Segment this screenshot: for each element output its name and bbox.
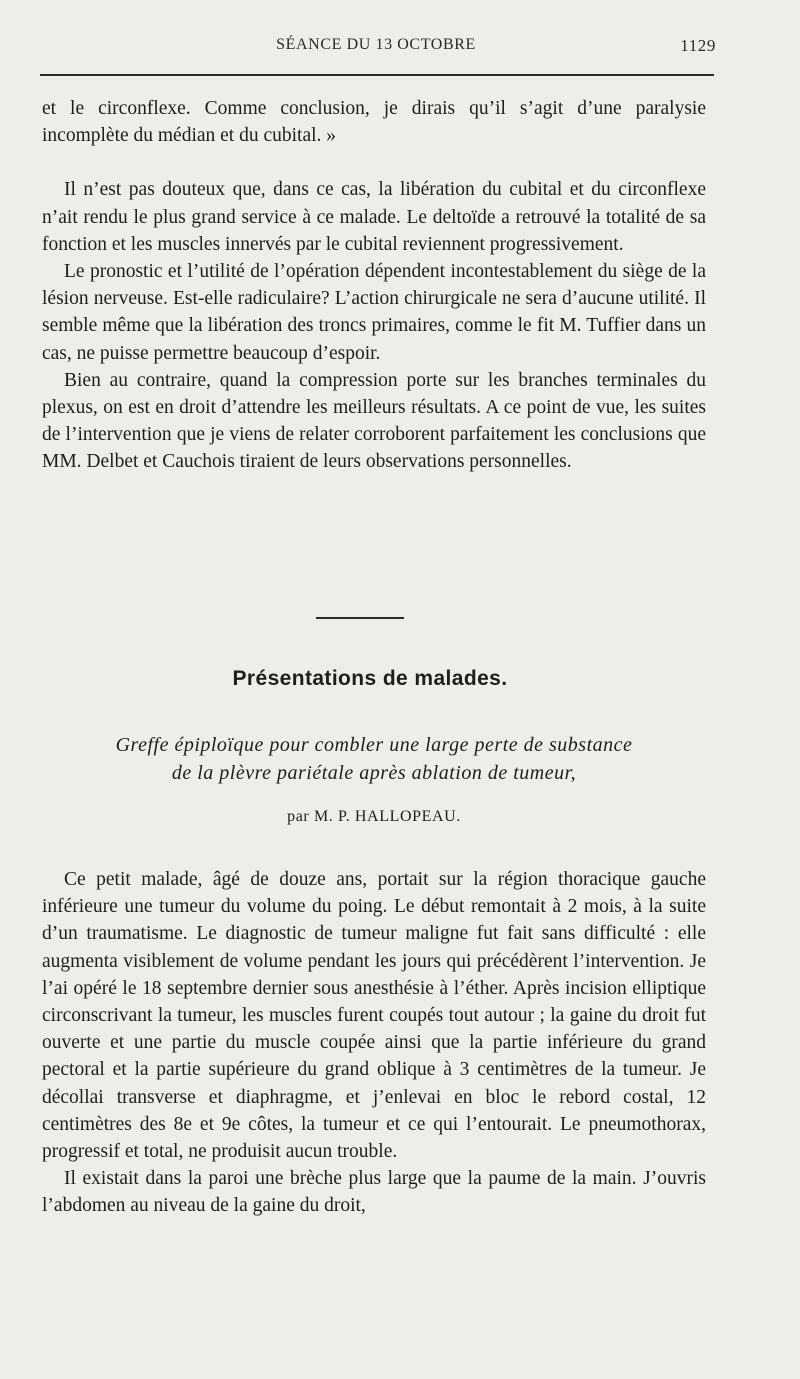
paragraph: Ce petit malade, âgé de douze ans, portait sur la région thoracique gauche inférieure une tumeur du volume du poing. Le début remontait à 2 mois, à la suite d’un traumatisme. Le diagnostic de tumeur maligne fut fait sans difficulté : elle augmenta visiblement de volume pendant les jours qui précédèrent l’intervention. Je l’ai opéré le 18 septembre dernier sous anesthésie à l’éther. Après incision elliptique circonscrivant la tumeur, les muscles furent coupés tout autour ; la gaine du droit fut ouverte et une partie du muscle coupée ainsi que la partie inférieure du grand pectoral et la partie supérieure du grand oblique à 3 centimètres de la tumeur. Je décollai transverse et diaphragme, et j’enlevai en bloc le rebord costal, 12 centimètres des 8e et 9e côtes, la tumeur et ce qui l’entourait. Le pneumothorax, progressif et total, ne produisit aucun trouble.: [42, 869, 706, 1163]
article-title-line: Greffe épiploïque pour combler une large perte de substance: [115, 734, 633, 756]
paragraph: Il n’est pas douteux que, dans ce cas, la libération du cubital et du circonflexe n’ait rendu le plus grand service à ce malade. Le deltoïde a retrouvé la totalité de sa fonction et les muscles innervés par le cubital reviennent progressivement.: [42, 179, 706, 255]
article-title-line: de la plèvre pariétale après ablation de tumeur,: [171, 762, 577, 784]
top-text-block: [42, 95, 706, 476]
byline: par M. P. HALLOPEAU.: [287, 808, 461, 825]
section-title: Présentations de malades.: [232, 667, 508, 690]
running-title: SÉANCE DU 13 OCTOBRE: [276, 36, 476, 53]
page-number: 1129: [680, 36, 716, 55]
running-head: [40, 36, 716, 60]
section-divider: [316, 617, 404, 619]
article-title: [42, 731, 706, 787]
header-rule: [40, 74, 714, 76]
paragraph: et le circonflexe. Comme conclusion, je dirais qu’il s’agit d’une paralysie incomplète du médian et du cubital. »: [42, 98, 706, 147]
paragraph: Bien au contraire, quand la compression porte sur les branches terminales du plexus, on est en droit d’attendre les meilleurs résultats. A ce point de vue, les suites de l’intervention que je viens de relater corroborent parfaitement les conclusions que MM. Delbet et Cauchois tiraient de leurs observations personnelles.: [42, 369, 706, 473]
bottom-text-block: [42, 866, 706, 1220]
paragraph: Il existait dans la paroi une brèche plus large que la paume de la main. J’ouvris l’abdomen au niveau de la gaine du droit,: [42, 1168, 706, 1217]
paragraph: Le pronostic et l’utilité de l’opération dépendent incontestablement du siège de la lésion nerveuse. Est-elle radiculaire? L’action chirurgicale ne sera d’aucune utilité. Il semble même que la libération des troncs primaires, comme le fit M. Tuffier dans un cas, ne puisse permettre beaucoup d’espoir.: [42, 261, 706, 364]
